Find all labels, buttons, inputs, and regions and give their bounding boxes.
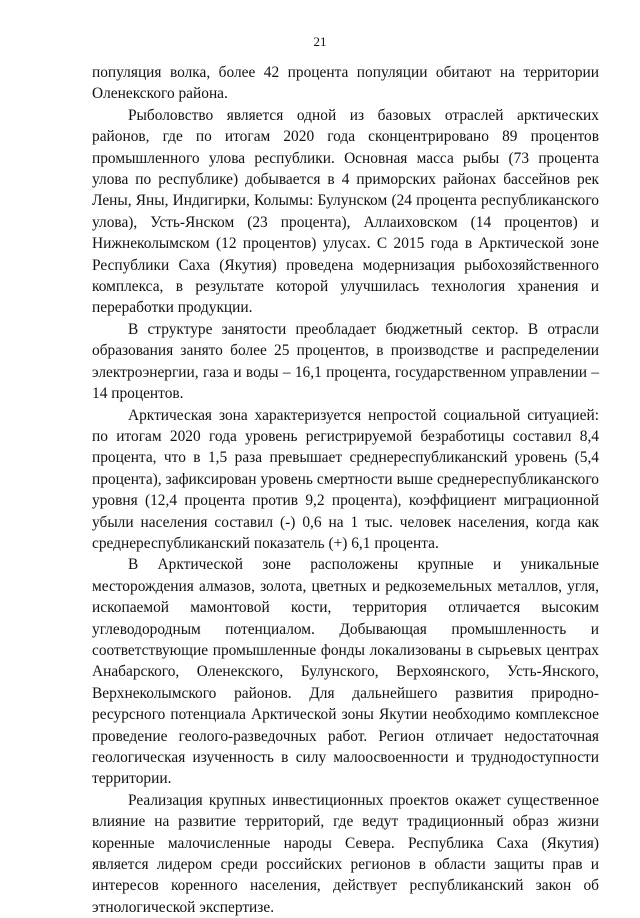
paragraph-investment-projects: Реализация крупных инвестиционных проектов окажет существенное влияние на развитие территорий, где ведут традиционный образ жизни коренные малочисленные народы Севера. Республика Саха (Якутия) является лидером среди российских регионов в области защиты прав и интересов коренного населения, действует республиканский закон об этнологической экспертизе. <box>92 791 599 916</box>
document-body <box>92 62 599 918</box>
page-number: 21 <box>313 34 327 49</box>
paragraph-social-situation: Арктическая зона характеризуется непростой социальной ситуацией: по итогам 2020 года уровень регистрируемой безработицы составил 8,4 процента, что в 1,5 раза превышает среднереспубликанский уровень (5,4 процента), зафиксирован уровень смертности выше среднереспубликанского уровня (12,4 процента против 9,2 процента), коэффициент миграционной убыли населения составил (-) 0,6 на 1 тыс. человек населения, когда как среднереспубликанский показатель (+) 6,1 процента. <box>92 406 599 552</box>
paragraph-fishing: Рыболовство является одной из базовых отраслей арктических районов, где по итогам 2020 года сконцентрировано 89 процентов промышленного улова республики. Основная масса рыбы (73 процента улова по республике) добывается в 4 приморских районах бассейнов рек Лены, Яны, Индигирки, Колымы: Булунском (24 процента республиканского улова), Усть-Янском (23 процента), Аллаиховском (14 процентов) и Нижнеколымском (12 процентов) улусах. С 2015 года в Арктической зоне Республики Саха (Якутия) проведена модернизация рыбохозяйственного комплекса, в результате которой улучшилась технология хранения и переработки продукции. <box>92 106 599 317</box>
paragraph-mineral-resources: В Арктической зоне расположены крупные и уникальные месторождения алмазов, золота, цветных и редкоземельных металлов, угля, ископаемой мамонтовой кости, территория отличается высоким углеводородным потенциалом. Добывающая промышленность и соответствующие промышленные фонды локализованы в сырьевых центрах Анабарского, Оленекского, Булунского, Верхоянского, Усть-Янского, Верхнеколымского районов. Для дальнейшего развития природно-ресурсного потенциала Арктической зоны Якутии необходимо комплексное проведение геолого-разведочных работ. Регион отличает недостаточная геологическая изученность в силу малоосвоенности и труднодоступности территории. <box>92 556 599 788</box>
paragraph-employment: В структуре занятости преобладает бюджетный сектор. В отрасли образования занято более 25 процентов, в производстве и распределении электроэнергии, газа и воды – 16,1 процента, государственном управлении – 14 процентов. <box>92 320 599 403</box>
paragraph-wolf-population: популяция волка, более 42 процента популяции обитают на территории Оленекского района. <box>92 64 599 103</box>
